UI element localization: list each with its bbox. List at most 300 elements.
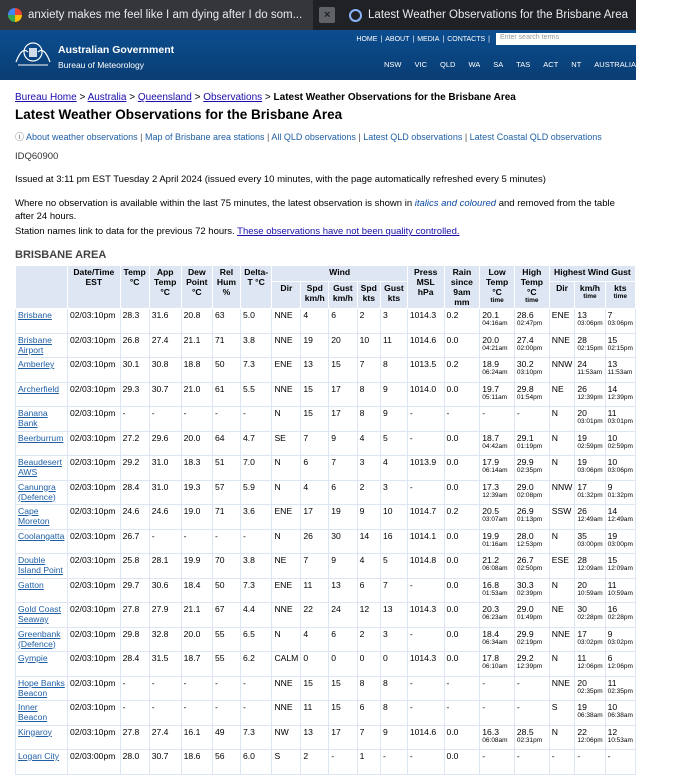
cell-a: 31.5 (149, 652, 181, 677)
station-link[interactable]: Cape Moreton (18, 506, 50, 526)
cell-gd: N (549, 578, 575, 603)
region-nav (384, 60, 677, 69)
cell-r: 56 (212, 750, 240, 775)
region-vic[interactable]: VIC (414, 60, 428, 69)
cell-s: 15 (301, 382, 329, 407)
station-cell (16, 480, 68, 505)
cell-g: 24 (329, 603, 357, 628)
cell-gkt: 13 11:53am (605, 358, 635, 383)
station-cell (16, 652, 68, 677)
region-wa[interactable]: WA (468, 60, 481, 69)
cell-sk: 1 (357, 750, 380, 775)
station-link[interactable]: Archerfield (18, 383, 60, 394)
cell-hi: - (514, 676, 549, 701)
cell-dt: 02/03:10pm (68, 480, 121, 505)
station-link[interactable]: Brisbane Airport (18, 334, 52, 355)
cell-d: 20.8 (181, 309, 212, 334)
cell-gk: - (381, 750, 408, 775)
cell-g: 17 (329, 725, 357, 750)
col-gust: Highest Wind Gust (549, 266, 635, 282)
cell-d: 20.0 (181, 627, 212, 652)
cell-wd: ENE (272, 358, 301, 383)
cell-gs: 20 10:59am (575, 578, 605, 603)
cell-t: 25.8 (120, 554, 149, 579)
link-all-qld[interactable]: All QLD observations (271, 132, 356, 142)
cell-wd: ENE (272, 578, 301, 603)
cell-rn: 0.0 (444, 456, 480, 481)
cell-r: 71 (212, 333, 240, 358)
cell-s: 15 (301, 407, 329, 432)
cell-t: 26.7 (120, 529, 149, 554)
cell-gkt: - (605, 750, 635, 775)
cell-sk: 12 (357, 603, 380, 628)
cell-a: 27.4 (149, 333, 181, 358)
station-cell (16, 627, 68, 652)
col-wind: Wind (272, 266, 407, 282)
qc-link[interactable]: These observations have not been quality controlled. (237, 226, 460, 237)
cell-gd: N (549, 431, 575, 456)
site-header (0, 30, 664, 80)
cell-gkt: 7 03:06pm (605, 309, 635, 334)
cell-rn: 0.0 (444, 431, 480, 456)
cell-gd: SSW (549, 505, 575, 530)
region-australia[interactable]: AUSTRALIA (594, 60, 636, 69)
cell-t: 28.4 (120, 652, 149, 677)
cell-dl: - (240, 529, 271, 554)
cell-g: 6 (329, 480, 357, 505)
cell-lo: 17.9 06:14am (480, 456, 515, 481)
cell-r: 63 (212, 309, 240, 334)
station-link[interactable]: Beerburrum (18, 432, 64, 443)
cell-gk: 8 (381, 676, 408, 701)
cell-hi: 28.6 02:47pm (514, 309, 549, 334)
cell-p: 1014.8 (407, 554, 444, 579)
table-row (16, 407, 636, 432)
cell-gd: N (549, 725, 575, 750)
cell-g: - (329, 750, 357, 775)
station-link[interactable]: Brisbane (18, 310, 52, 320)
main-content (0, 92, 636, 775)
cell-hi: 29.1 01:19pm (514, 431, 549, 456)
cell-d: 16.1 (181, 725, 212, 750)
cell-gk: 16 (381, 529, 408, 554)
cell-gkt: 15 12:09am (605, 554, 635, 579)
cell-g: 9 (329, 431, 357, 456)
cell-dl: - (240, 676, 271, 701)
col-wind-spd: Spd km/h (301, 281, 329, 308)
table-row (16, 431, 636, 456)
station-link[interactable]: Hope Banks Beacon (18, 677, 65, 698)
cell-wd: NNE (272, 309, 301, 334)
cell-hi: 28.0 12:53pm (514, 529, 549, 554)
cell-a: 24.6 (149, 505, 181, 530)
cell-a: 32.8 (149, 627, 181, 652)
cell-gk: 9 (381, 725, 408, 750)
cell-g: 15 (329, 701, 357, 726)
table-row (16, 578, 636, 603)
col-station (16, 266, 68, 309)
cell-lo: 21.2 06:08am (480, 554, 515, 579)
cell-dt: 02/03:10pm (68, 725, 121, 750)
close-icon[interactable]: × (319, 7, 335, 23)
cell-hi: - (514, 750, 549, 775)
cell-rn: 0.2 (444, 309, 480, 334)
bom-icon (349, 9, 362, 22)
cell-hi: 30.3 02:39pm (514, 578, 549, 603)
cell-g: 6 (329, 627, 357, 652)
product-id: IDQ60900 (15, 151, 59, 162)
station-link[interactable]: Beaudesert AWS (18, 457, 62, 477)
cell-dl: 3.8 (240, 554, 271, 579)
cell-lo: 17.3 12:39am (480, 480, 515, 505)
cell-gs: 30 02:28pm (575, 603, 605, 628)
cell-dt: 02/03:10pm (68, 382, 121, 407)
cell-a: 30.8 (149, 358, 181, 383)
cell-sk: 8 (357, 382, 380, 407)
cell-gkt: 10 06:38am (605, 701, 635, 726)
cell-lo: 20.3 06:23am (480, 603, 515, 628)
station-link[interactable]: Greenbank (Defence) (18, 628, 61, 649)
cell-rn: 0.0 (444, 480, 480, 505)
cell-dt: 02/03:10pm (68, 456, 121, 481)
station-link[interactable]: Coolangatta (18, 530, 65, 541)
cell-p: 1014.6 (407, 333, 444, 358)
region-qld[interactable]: QLD (440, 60, 456, 69)
cell-gs: 19 03:06pm (575, 456, 605, 481)
table-row (16, 627, 636, 652)
col-wind-spdkts: Spd kts (357, 281, 380, 308)
cell-s: 4 (301, 480, 329, 505)
cell-hi: 29.0 01:49pm (514, 603, 549, 628)
region-nt[interactable]: NT (571, 60, 582, 69)
bureau-label: Bureau of Meteorology (58, 60, 144, 70)
cell-dl: 5.0 (240, 309, 271, 334)
link-coastal-qld[interactable]: Latest Coastal QLD observations (469, 132, 602, 142)
table-row (16, 701, 636, 726)
crumb-home[interactable]: Bureau Home (15, 92, 77, 103)
cell-dt: 02/03:10pm (68, 603, 121, 628)
region-ant[interactable]: ANT (648, 60, 664, 69)
cell-rn: 0.0 (444, 529, 480, 554)
nav-contacts[interactable]: CONTACTS (447, 35, 486, 43)
cell-gs: 28 02:15pm (575, 333, 605, 358)
cell-gkt: 15 02:15pm (605, 333, 635, 358)
cell-gs: 28 12:09am (575, 554, 605, 579)
cell-s: 13 (301, 358, 329, 383)
table-row (16, 529, 636, 554)
cell-sk: 3 (357, 456, 380, 481)
cell-dl: 3.6 (240, 505, 271, 530)
cell-gk: 0 (381, 652, 408, 677)
station-link[interactable]: Double Island Point (18, 555, 63, 575)
cell-s: 4 (301, 309, 329, 334)
cell-lo: 20.0 04:21am (480, 333, 515, 358)
cell-r: 71 (212, 505, 240, 530)
table-row (16, 725, 636, 750)
station-link[interactable]: Inner Beacon (18, 702, 48, 722)
cell-gk: 5 (381, 431, 408, 456)
cell-a: 30.6 (149, 578, 181, 603)
cell-s: 13 (301, 725, 329, 750)
cell-gd: NNE (549, 676, 575, 701)
cell-s: 17 (301, 505, 329, 530)
station-link[interactable]: Gold Coast Seaway (18, 604, 61, 624)
cell-lo: 18.7 04:42am (480, 431, 515, 456)
cell-a: - (149, 701, 181, 726)
cell-g: 30 (329, 529, 357, 554)
cell-r: 50 (212, 358, 240, 383)
cell-p: - (407, 701, 444, 726)
cell-s: 4 (301, 627, 329, 652)
station-link[interactable]: Amberley (18, 359, 55, 369)
cell-gk: 9 (381, 382, 408, 407)
cell-gkt: 11 03:01pm (605, 407, 635, 432)
cell-t: 29.8 (120, 627, 149, 652)
cell-hi: - (514, 407, 549, 432)
cell-s: 26 (301, 529, 329, 554)
station-cell (16, 750, 68, 775)
cell-g: 20 (329, 333, 357, 358)
cell-p: - (407, 627, 444, 652)
cell-lo: 18.4 06:34am (480, 627, 515, 652)
cell-lo: - (480, 676, 515, 701)
cell-a: 31.6 (149, 309, 181, 334)
cell-r: - (212, 701, 240, 726)
link-map[interactable]: Map of Brisbane area stations (144, 132, 265, 142)
cell-s: 15 (301, 676, 329, 701)
cell-sk: 9 (357, 505, 380, 530)
cell-d: - (181, 676, 212, 701)
cell-wd: N (272, 480, 301, 505)
cell-sk: 2 (357, 627, 380, 652)
info-links: ⓘ About weather observations | Map of Brisbane area stations | All QLD observations | Latest QLD observations | Latest Coastal QLD observations (15, 132, 602, 142)
station-link[interactable]: Kingaroy (18, 726, 52, 737)
crumb-current: Latest Weather Observations for the Brisbane Area (273, 92, 516, 103)
col-rain: Rain since 9am mm (444, 266, 480, 309)
cell-dt: 02/03:10pm (68, 431, 121, 456)
cell-sk: 7 (357, 725, 380, 750)
link-about-obs[interactable]: About weather observations (26, 132, 138, 142)
cell-g: 0 (329, 652, 357, 677)
cell-a: 27.4 (149, 725, 181, 750)
search-input[interactable]: Enter search terms (496, 33, 636, 45)
station-cell (16, 333, 68, 358)
cell-dl: 4.4 (240, 603, 271, 628)
cell-gk: 13 (381, 603, 408, 628)
cell-rn: - (444, 407, 480, 432)
cell-dl: 5.9 (240, 480, 271, 505)
cell-hi: 26.7 02:50pm (514, 554, 549, 579)
cell-wd: SE (272, 431, 301, 456)
cell-t: 27.8 (120, 725, 149, 750)
cell-rn: 0.2 (444, 358, 480, 383)
cell-p: - (407, 431, 444, 456)
station-link[interactable]: Canungra (Defence) (18, 481, 56, 502)
cell-lo: 18.9 06:24am (480, 358, 515, 383)
region-sa[interactable]: SA (493, 60, 504, 69)
cell-gs: 11 12:06pm (575, 652, 605, 677)
table-row (16, 480, 636, 505)
crumb-queensland[interactable]: Queensland (137, 92, 192, 103)
cell-rn: 0.0 (444, 627, 480, 652)
cell-lo: 17.8 06:10am (480, 652, 515, 677)
cell-wd: N (272, 529, 301, 554)
cell-a: 31.0 (149, 480, 181, 505)
cell-d: 21.1 (181, 333, 212, 358)
cell-gd: N (549, 529, 575, 554)
cell-p: - (407, 407, 444, 432)
link-latest-qld[interactable]: Latest QLD observations (363, 132, 463, 142)
col-gust-kts: kts time (605, 281, 635, 308)
cell-hi: 29.9 02:19pm (514, 627, 549, 652)
table-row (16, 652, 636, 677)
cell-gd: - (549, 750, 575, 775)
cell-gkt: 14 12:49am (605, 505, 635, 530)
cell-s: 19 (301, 333, 329, 358)
cell-a: 27.9 (149, 603, 181, 628)
cell-sk: 8 (357, 407, 380, 432)
cell-gkt: 9 03:02pm (605, 627, 635, 652)
station-link[interactable]: Gympie (18, 653, 48, 663)
cell-t: 29.3 (120, 382, 149, 407)
cell-gkt: 10 02:59pm (605, 431, 635, 456)
cell-d: 21.0 (181, 382, 212, 407)
cell-t: 30.1 (120, 358, 149, 383)
cell-gs: 22 12:06pm (575, 725, 605, 750)
cell-g: 9 (329, 554, 357, 579)
cell-s: 0 (301, 652, 329, 677)
cell-sk: 2 (357, 480, 380, 505)
cell-r: 55 (212, 652, 240, 677)
cell-wd: N (272, 407, 301, 432)
cell-t: - (120, 407, 149, 432)
cell-gs: 19 02:59pm (575, 431, 605, 456)
cell-gs: 17 03:02pm (575, 627, 605, 652)
cell-gk: 3 (381, 480, 408, 505)
cell-rn: 0.0 (444, 578, 480, 603)
cell-a: 29.6 (149, 431, 181, 456)
cell-lo: 16.8 01:53am (480, 578, 515, 603)
station-cell (16, 382, 68, 407)
cell-gk: 8 (381, 701, 408, 726)
station-link[interactable]: Logan City (18, 751, 60, 761)
cell-sk: 4 (357, 554, 380, 579)
region-tas[interactable]: TAS (516, 60, 531, 69)
cell-lo: - (480, 701, 515, 726)
cell-r: 55 (212, 627, 240, 652)
cell-sk: 10 (357, 333, 380, 358)
cell-gk: 5 (381, 554, 408, 579)
cell-wd: NE (272, 554, 301, 579)
cell-lo: - (480, 750, 515, 775)
cell-dt: 02/03:10pm (68, 554, 121, 579)
cell-gd: ENE (549, 309, 575, 334)
cell-gs: 35 03:00pm (575, 529, 605, 554)
tab-anxiety[interactable] (0, 0, 313, 30)
coat-of-arms-icon (12, 38, 54, 68)
cell-gs: 17 01:32pm (575, 480, 605, 505)
area-heading: BRISBANE AREA (15, 249, 107, 261)
cell-g: 15 (329, 358, 357, 383)
cell-gd: ESE (549, 554, 575, 579)
station-cell (16, 431, 68, 456)
cell-s: 7 (301, 554, 329, 579)
station-cell (16, 505, 68, 530)
cell-lo: 20.5 03:07am (480, 505, 515, 530)
cell-dt: 02/03:10pm (68, 529, 121, 554)
crumb-australia[interactable]: Australia (87, 92, 127, 103)
cell-gk: 3 (381, 309, 408, 334)
cell-g: 6 (329, 309, 357, 334)
cell-hi: 30.2 03:10pm (514, 358, 549, 383)
cell-gd: NNW (549, 358, 575, 383)
cell-rn: - (444, 701, 480, 726)
cell-dl: 6.2 (240, 652, 271, 677)
cell-r: 49 (212, 725, 240, 750)
cell-gkt: 9 01:32pm (605, 480, 635, 505)
table-row (16, 554, 636, 579)
cell-rn: 0.0 (444, 725, 480, 750)
cell-a: 31.0 (149, 456, 181, 481)
cell-dl: 6.0 (240, 750, 271, 775)
cell-t: 24.6 (120, 505, 149, 530)
station-cell (16, 358, 68, 383)
cell-sk: 8 (357, 676, 380, 701)
col-gust-kmh: km/h time (575, 281, 605, 308)
station-cell (16, 603, 68, 628)
info-icon: ⓘ (15, 132, 25, 142)
nav-home[interactable]: HOME (356, 35, 378, 43)
cell-sk: 7 (357, 358, 380, 383)
cell-gd: NE (549, 603, 575, 628)
table-row (16, 456, 636, 481)
cell-r: 57 (212, 480, 240, 505)
station-link[interactable]: Gatton (18, 579, 44, 590)
cell-s: 11 (301, 701, 329, 726)
nav-about[interactable]: ABOUT (385, 35, 410, 43)
cell-gd: N (549, 407, 575, 432)
cell-p: 1014.3 (407, 603, 444, 628)
cell-rn: 0.0 (444, 652, 480, 677)
col-dew: Dew Point °C (181, 266, 212, 309)
cell-dt: 02/03:00pm (68, 750, 121, 775)
region-act[interactable]: ACT (543, 60, 559, 69)
cell-gd: N (549, 652, 575, 677)
cell-dt: 02/03:10pm (68, 701, 121, 726)
cell-r: 67 (212, 603, 240, 628)
cell-r: 64 (212, 431, 240, 456)
cell-dl: 4.7 (240, 431, 271, 456)
col-gust-dir: Dir (549, 281, 575, 308)
cell-gd: NE (549, 382, 575, 407)
cell-t: 27.2 (120, 431, 149, 456)
cell-p: 1013.5 (407, 358, 444, 383)
cell-gk: 11 (381, 333, 408, 358)
station-cell (16, 309, 68, 334)
cell-hi: 29.0 02:08pm (514, 480, 549, 505)
cell-g: 17 (329, 382, 357, 407)
cell-rn: 0.0 (444, 382, 480, 407)
tab-weather[interactable] (341, 0, 636, 30)
region-nsw[interactable]: NSW (384, 60, 402, 69)
crumb-observations[interactable]: Observations (203, 92, 263, 103)
cell-s: 2 (301, 750, 329, 775)
table-row (16, 505, 636, 530)
nav-media[interactable]: MEDIA (417, 35, 440, 43)
station-link[interactable]: Banana Bank (18, 408, 48, 428)
tab-title: Latest Weather Observations for the Brisbane Area (368, 9, 628, 21)
cell-dt: 02/03:10pm (68, 333, 121, 358)
